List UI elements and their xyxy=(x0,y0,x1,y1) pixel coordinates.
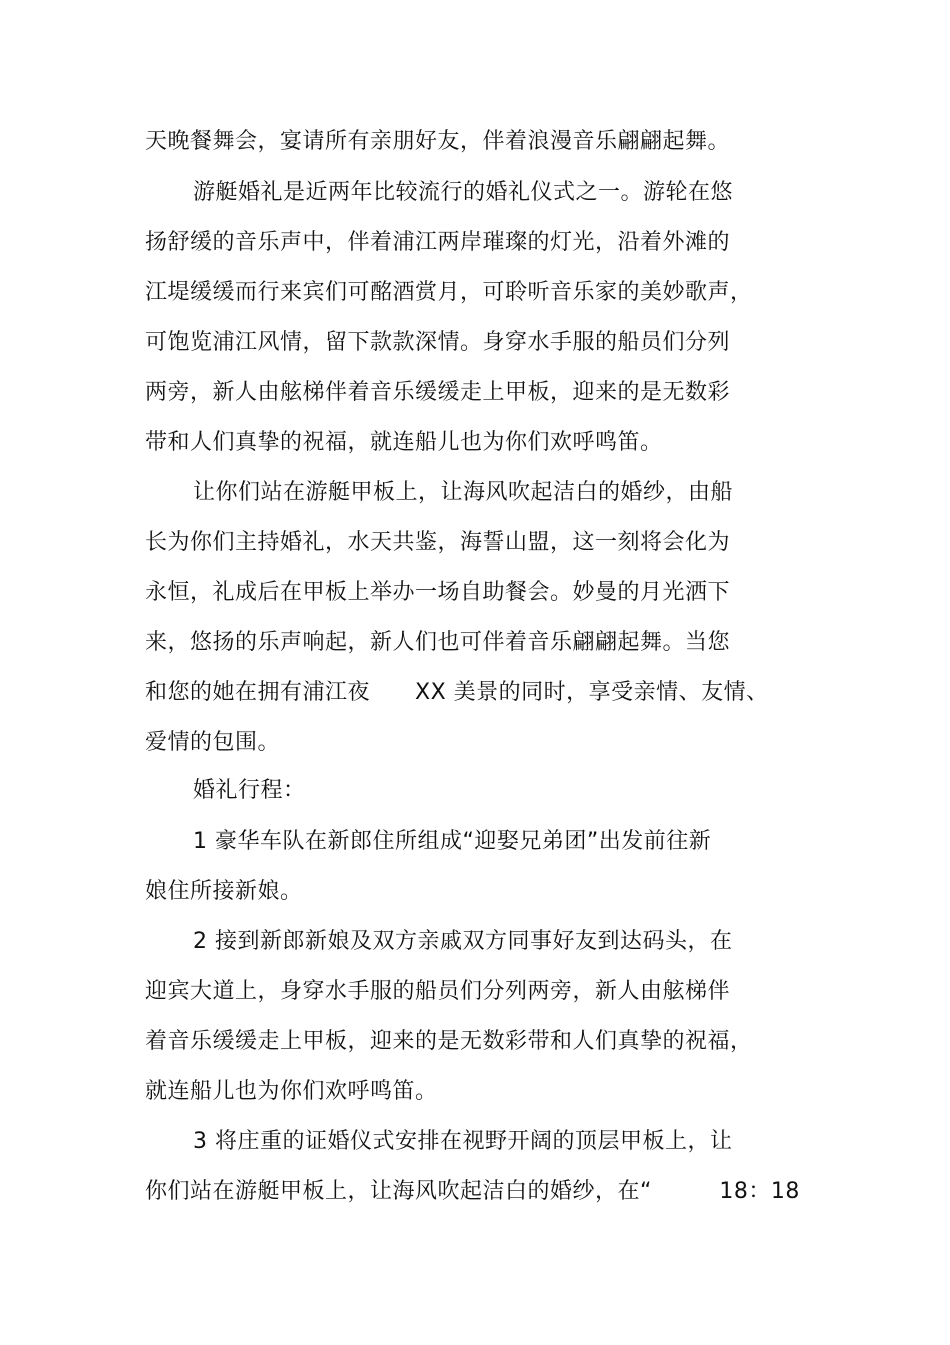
text-line: 可饱览浦江风情，留下款款深情。身穿水手服的船员们分列 xyxy=(145,330,731,355)
list-item-2-line: 2 接到新郎新娘及双方亲戚双方同事好友到达码头，在 xyxy=(193,929,733,954)
text-line: 带和人们真挚的祝福，就连船儿也为你们欢呼鸣笛。 xyxy=(145,430,663,455)
text-line: 着音乐缓缓走上甲板，迎来的是无数彩带和人们真挚的祝福， xyxy=(145,1029,753,1054)
text-line: 天晚餐舞会，宴请所有亲朋好友，伴着浪漫音乐翩翩起舞。 xyxy=(145,129,731,154)
paragraph-start-line: 游艇婚礼是近两年比较流行的婚礼仪式之一。游轮在悠 xyxy=(193,180,734,205)
text-line: 两旁，新人由舷梯伴着音乐缓缓走上甲板，迎来的是无数彩 xyxy=(145,380,731,405)
text-line: 扬舒缓的音乐声中，伴着浦江两岸璀璨的灯光，沿着外滩的 xyxy=(145,230,731,255)
list-item-1-line: 1 豪华车队在新郎住所组成“迎娶兄弟团”出发前往新 xyxy=(193,829,712,854)
text-line: 长为你们主持婚礼，水天共鉴，海誓山盟，这一刻将会化为 xyxy=(145,530,731,555)
text-line: 永恒，礼成后在甲板上举办一场自助餐会。妙曼的月光洒下 xyxy=(145,580,731,605)
text-line: 娘住所接新娘。 xyxy=(145,879,303,904)
text-line: 迎宾大道上，身穿水手服的船员们分列两旁，新人由舷梯伴 xyxy=(145,979,731,1004)
paragraph-start-line: 让你们站在游艇甲板上，让海风吹起洁白的婚纱，由船 xyxy=(193,480,734,505)
text-line: 和您的她在拥有浦江夜 XX 美景的同时，享受亲情、友情、 xyxy=(145,680,769,705)
list-item-3-line: 3 将庄重的证婚仪式安排在视野开阔的顶层甲板上，让 xyxy=(193,1129,733,1154)
section-heading: 婚礼行程： xyxy=(193,778,306,803)
text-line: 来，悠扬的乐声响起，新人们也可伴着音乐翩翩起舞。当您 xyxy=(145,630,731,655)
text-line: 江堤缓缓而行来宾们可酩酒赏月，可聆听音乐家的美妙歌声， xyxy=(145,280,753,305)
text-line: 你们站在游艇甲板上，让海风吹起洁白的婚纱，在“ 18：18 xyxy=(145,1179,800,1204)
text-line: 爱情的包围。 xyxy=(145,730,281,755)
text-line: 就连船儿也为你们欢呼鸣笛。 xyxy=(145,1079,438,1104)
